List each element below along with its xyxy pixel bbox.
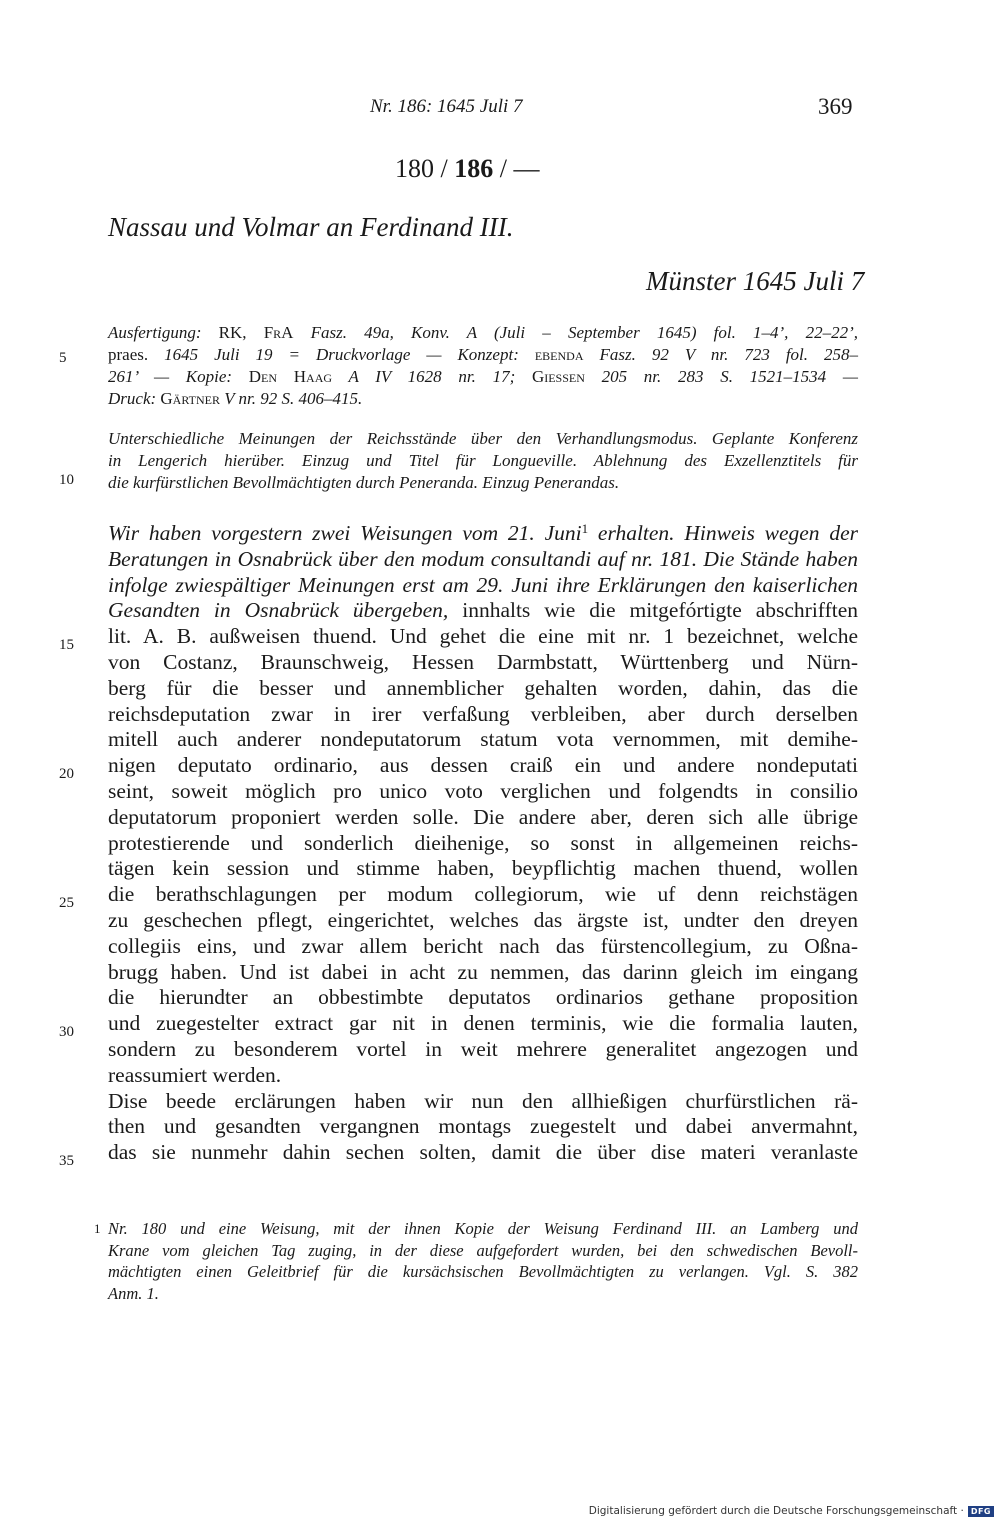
- footnote-reference: 1: [581, 521, 589, 536]
- footnote: [94, 1218, 858, 1304]
- text-line: infolge zwiespältiger Meinungen erst am 29. Juni ihre Erklärungen den kaiserlichen: [108, 572, 858, 597]
- dfg-credit: [589, 1505, 994, 1517]
- text-line: nigen deputato ordinario, aus dessen craiß ein und andere nondeputati: [108, 753, 858, 778]
- footnote-line: mächtigten einen Geleitbrief für die kursächsischen Bevollmächtigten zu verlangen. Vgl. S. 382: [108, 1262, 858, 1281]
- current-doc-number: 186: [454, 154, 494, 183]
- footnote-line: Nr. 180 und eine Weisung, mit der ihnen Kopie der Weisung Ferdinand III. an Lamberg und: [108, 1219, 858, 1238]
- text-line: then und gesandten vergangnen montags zuegestelt und dabei anvermahnt,: [108, 1114, 858, 1139]
- margin-line-number: 10: [59, 472, 74, 488]
- text-line: Gesandten in Osnabrück übergeben, innhalts wie die mitgefórtigte abschrifften: [108, 598, 858, 623]
- summary-line: Unterschiedliche Meinungen der Reichsstände über den Verhandlungsmodus. Geplante Konferenz: [108, 429, 858, 448]
- text-line: das sie nunmehr dahin sechen solten, damit die über dise materi veranlaste: [108, 1140, 858, 1165]
- margin-line-number: 25: [59, 895, 74, 911]
- footnote-mark: 1: [94, 1221, 101, 1236]
- sources-line: 261’ — Kopie: Den Haag A IV 1628 nr. 17; Giessen 205 nr. 283 S. 1521–1534 —: [108, 367, 858, 386]
- text-line: die berathschlagungen per modum collegiorum, wie uf denn reichstägen: [108, 882, 858, 907]
- text-line: reassumiert werden.: [108, 1062, 282, 1087]
- text-line: Beratungen in Osnabrück über den modum consultandi auf nr. 181. Die Stände haben: [108, 546, 858, 571]
- text-line: seint, soweit möglich pro unico voto verglichen und folgendts in consilio: [108, 778, 858, 803]
- text-line: protestierende und sonderlich dieihenige, so sonst in allgemeinen reichs-: [108, 830, 858, 855]
- margin-line-number: 30: [59, 1024, 74, 1040]
- margin-line-number: 15: [59, 637, 74, 653]
- footnote-line: Krane vom gleichen Tag zuging, in der diese aufgefordert wurden, bei den schwedischen Bevoll-: [108, 1240, 858, 1260]
- text-line: berg für die besser und annemblicher gehalten worden, dahin, das die: [108, 675, 858, 700]
- text-line: tägen kein session und stimme haben, beypflichtig machen thuend, wollen: [108, 856, 858, 881]
- page-number: 369: [818, 94, 853, 119]
- sources-line: Druck: Gärtner V nr. 92 S. 406–415.: [108, 389, 363, 408]
- text-line: zu geschechen pflegt, eingerichtet, welches das ärgste ist, undter den dreyen: [108, 907, 858, 932]
- text-line: Wir haben vorgestern zwei Weisungen vom 21. Juni$^1$ erhalten. Hinweis wegen der: [108, 521, 858, 545]
- summary-line: die kurfürstlichen Bevollmächtigten durch Peneranda. Einzug Penerandas.: [108, 473, 620, 492]
- sources-block: [108, 322, 858, 410]
- document-numbers: [395, 154, 539, 184]
- summary-block: [108, 428, 858, 494]
- text-line: Dise beede erclärungen haben wir nun den allhießigen churfürstlichen rä-: [108, 1088, 858, 1113]
- text-line: mitell auch anderer nondeputatorum statum vota vernommen, mit demihe-: [108, 727, 858, 752]
- sources-line: Ausfertigung: RK, FrA Fasz. 49a, Konv. A (Juli – September 1645) fol. 1–4’, 22–22’,: [108, 323, 858, 342]
- document-place-date: Münster 1645 Juli 7: [646, 266, 865, 296]
- sources-line: praes. 1645 Juli 19 = Druckvorlage — Konzept: ebenda Fasz. 92 V nr. 723 fol. 258–: [108, 345, 858, 364]
- document-heading: Nassau und Volmar an Ferdinand III.: [108, 212, 514, 242]
- text-line: brugg haben. Und ist dabei in acht zu nemmen, das darinn gleich im eingang: [108, 959, 858, 984]
- margin-line-number: 5: [59, 350, 67, 366]
- text-line: und zuegestelter extract gar nit in denen terminis, wie die formalia lauten,: [108, 1011, 858, 1036]
- main-text: [108, 516, 858, 1166]
- doc-number-separator: /: [434, 154, 455, 183]
- doc-number-separator: / —: [493, 154, 540, 183]
- dfg-logo-icon: DFG: [968, 1506, 994, 1517]
- text-line: von Costanz, Braunschweig, Hessen Darmbstatt, Württenberg und Nürn-: [108, 649, 858, 674]
- text-line: deputatorum proponiert werden solle. Die andere aber, deren sich alle übrige: [108, 804, 858, 829]
- summary-line: in Lengerich hierüber. Einzug und Titel für Longueville. Ablehnung des Exzellenztitels für: [108, 451, 858, 470]
- text-line: reichsdeputation zwar in irer verfaßung verbleiben, aber durch derselben: [108, 701, 858, 726]
- text-line: die hierundter an obbestimbte deputatos ordinarios gethane proposition: [108, 985, 858, 1010]
- previous-doc-number: 180: [395, 154, 434, 183]
- text-line: lit. A. B. außweisen thuend. Und gehet die eine mit nr. 1 bezeichnet, welche: [108, 624, 858, 649]
- running-header-title: Nr. 186: 1645 Juli 7: [370, 96, 523, 117]
- footnote-line: Anm. 1.: [108, 1283, 159, 1303]
- margin-line-number: 20: [59, 766, 74, 782]
- text-line: sondern zu besonderem vortel in weit mehrere generalitet angezogen und: [108, 1036, 858, 1061]
- margin-line-number: 35: [59, 1153, 74, 1169]
- dfg-credit-text: Digitalisierung gefördert durch die Deutsche Forschungsgemeinschaft ·: [588, 1505, 964, 1517]
- text-line: collegiis eins, und zwar allem bericht nach das fürstencollegium, zu Oßna-: [108, 933, 858, 958]
